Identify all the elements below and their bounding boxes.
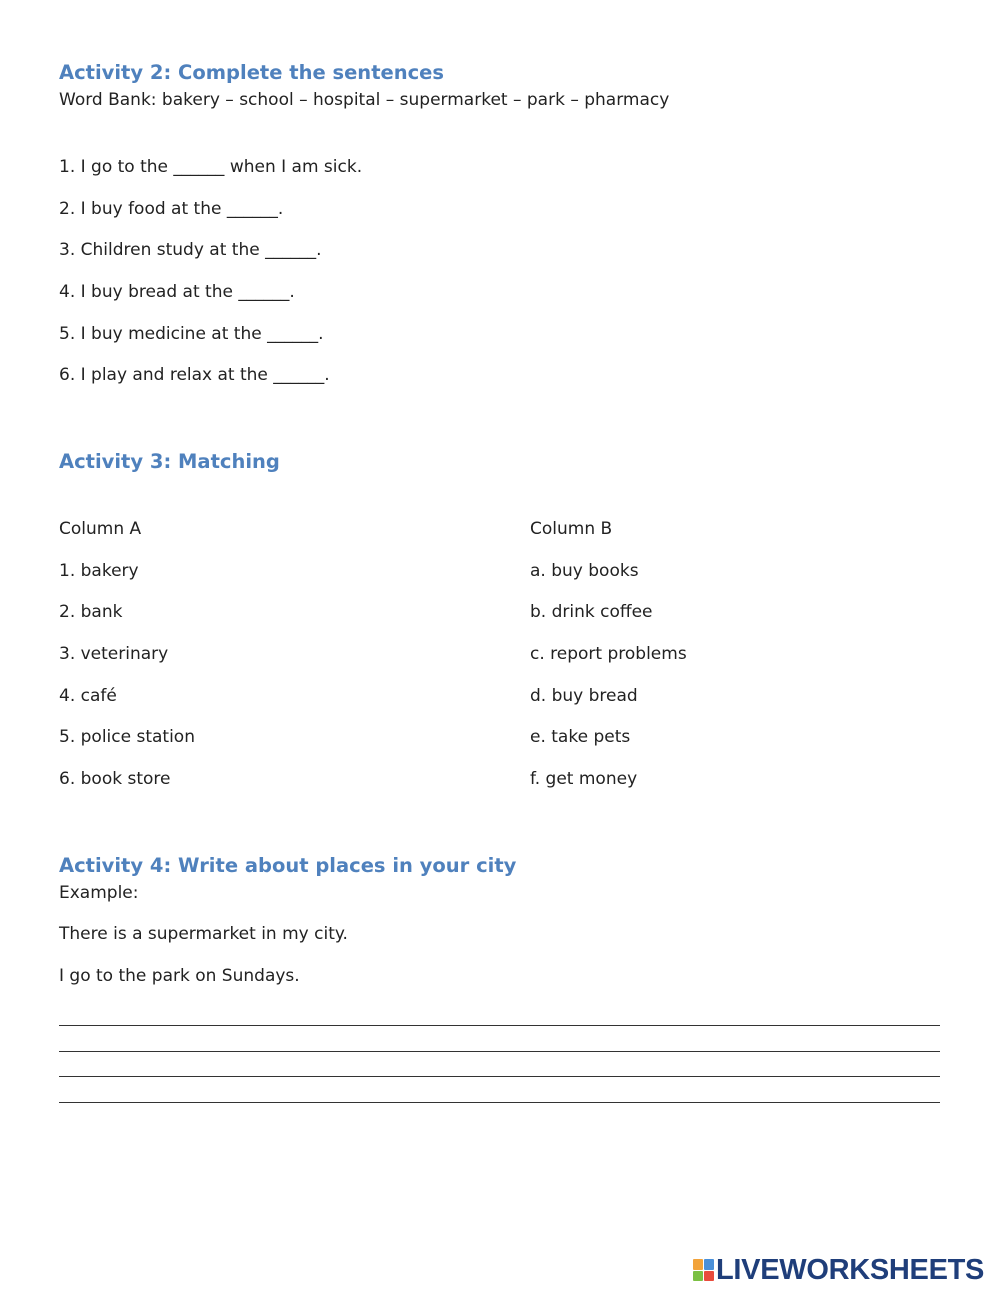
column-b-item: c. report problems [530, 644, 687, 664]
activity-2-title: Activity 2: Complete the sentences [59, 61, 445, 84]
activity-3-title: Activity 3: Matching [59, 450, 280, 473]
logo-block-icon [693, 1259, 703, 1270]
sentence-6: 6. I play and relax at the ______. [59, 365, 330, 385]
liveworksheets-logo [693, 1253, 985, 1286]
word-bank: Word Bank: bakery – school – hospital – supermarket – park – pharmacy [59, 90, 670, 110]
sentence-5: 5. I buy medicine at the ______. [59, 324, 324, 344]
column-a-item: 2. bank [59, 602, 123, 622]
column-a-item: 3. veterinary [59, 644, 169, 664]
writing-line[interactable] [59, 1076, 940, 1077]
column-b-item: e. take pets [530, 727, 631, 747]
writing-line[interactable] [59, 1102, 940, 1103]
column-a-item: 1. bakery [59, 561, 139, 581]
logo-block-icon [704, 1259, 714, 1270]
liveworksheets-logo-icon [693, 1259, 714, 1281]
sentence-1: 1. I go to the ______ when I am sick. [59, 157, 363, 177]
logo-block-icon [704, 1271, 714, 1282]
writing-line[interactable] [59, 1025, 940, 1026]
column-a-item: 5. police station [59, 727, 195, 747]
column-b-item: f. get money [530, 769, 638, 789]
column-b-item: a. buy books [530, 561, 639, 581]
logo-block-icon [693, 1271, 703, 1282]
column-b-item: b. drink coffee [530, 602, 653, 622]
column-b-header: Column B [530, 519, 613, 539]
sentence-4: 4. I buy bread at the ______. [59, 282, 295, 302]
activity-4-title: Activity 4: Write about places in your city [59, 854, 517, 877]
sentence-3: 3. Children study at the ______. [59, 240, 322, 260]
sentence-2: 2. I buy food at the ______. [59, 199, 284, 219]
example-sentence: There is a supermarket in my city. [59, 924, 348, 944]
example-sentence: I go to the park on Sundays. [59, 966, 300, 986]
column-a-header: Column A [59, 519, 142, 539]
column-a-item: 6. book store [59, 769, 171, 789]
writing-line[interactable] [59, 1051, 940, 1052]
column-b-item: d. buy bread [530, 686, 638, 706]
liveworksheets-logo-text: LIVEWORKSHEETS [716, 1253, 985, 1286]
column-a-item: 4. café [59, 686, 117, 706]
example-label: Example: [59, 883, 139, 903]
